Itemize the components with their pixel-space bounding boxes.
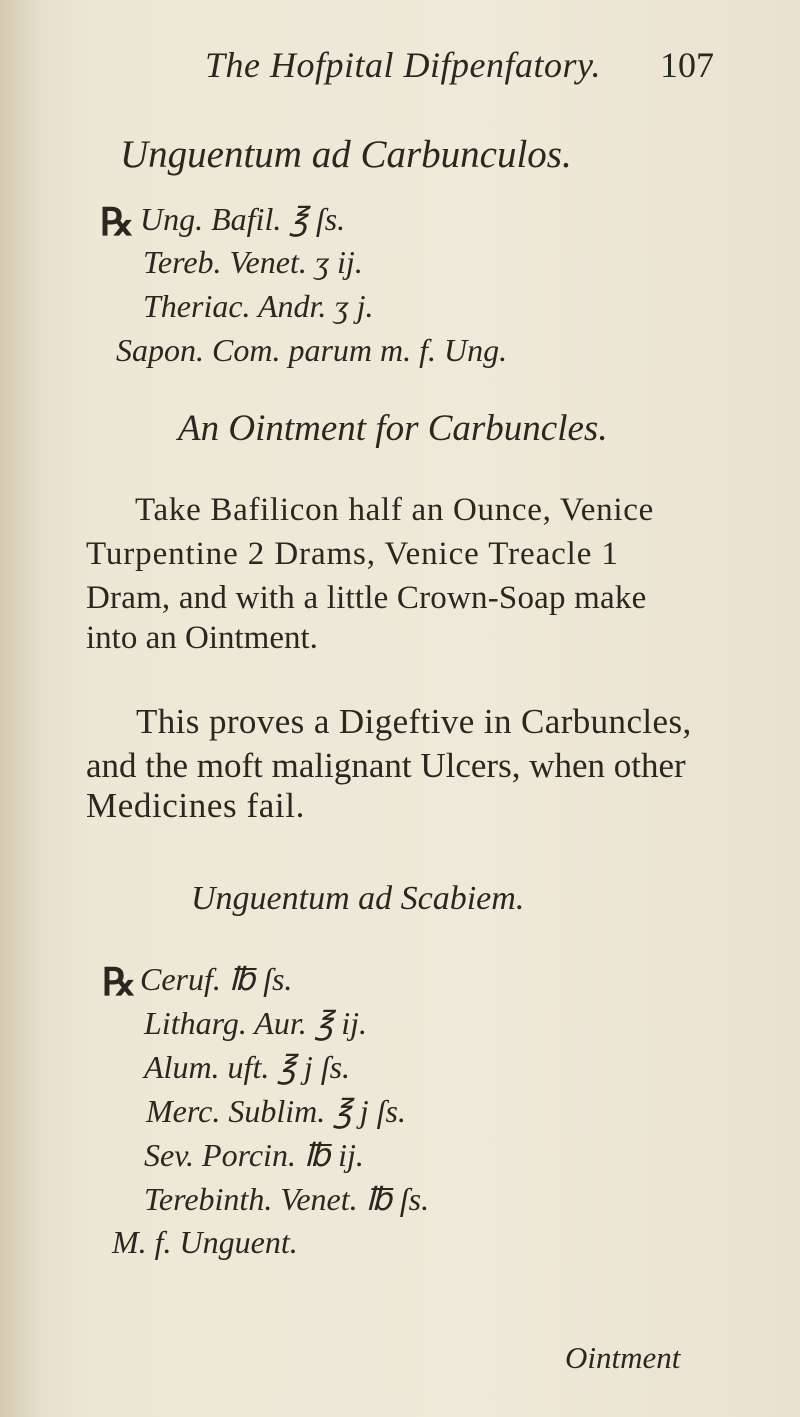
paragraph-line: This proves a Digeftive in Carbuncles, (136, 702, 692, 741)
recipe-line: Ung. Bafil. ℥ ſs. (140, 201, 346, 237)
paragraph-line: Turpentine 2 Drams, Venice Treacle 1 (86, 536, 619, 572)
section-title-latin-carbuncles: Unguentum ad Carbunculos. (120, 133, 572, 176)
paragraph-line: and the moft malignant Ulcers, when other (86, 746, 686, 785)
recipe-line: Sev. Porcin. ℔ ij. (144, 1137, 364, 1173)
recipe-line: Litharg. Aur. ℥ ij. (144, 1005, 367, 1041)
recipe-line: Terebinth. Venet. ℔ ſs. (144, 1181, 430, 1217)
paragraph-line: Medicines fail. (86, 786, 305, 825)
recipe-line: Alum. uft. ℥ j ſs. (144, 1049, 351, 1085)
catchword: Ointment (565, 1340, 681, 1375)
page-number: 107 (660, 45, 714, 85)
paragraph-line: into an Ointment. (86, 620, 318, 656)
recipe-line: Theriac. Andr. ʒ j. (143, 288, 374, 324)
recipe-line: Tereb. Venet. ʒ ij. (143, 244, 363, 280)
recipe-line: Sapon. Com. parum m. f. Ung. (116, 332, 508, 368)
section-title-english-carbuncles: An Ointment for Carbuncles. (178, 408, 608, 449)
paragraph-line: Take Bafilicon half an Ounce, Venice (135, 492, 654, 528)
recipe-line: Ceruf. ℔ ſs. (140, 961, 293, 997)
page-gutter (0, 0, 40, 1417)
running-title: The Hofpital Difpenfatory. (205, 45, 601, 85)
recipe-line: M. f. Unguent. (112, 1224, 298, 1260)
recipe-symbol: ℞ (100, 202, 135, 244)
recipe-line: Merc. Sublim. ℥ j ſs. (146, 1093, 406, 1129)
recipe-symbol: ℞ (102, 962, 137, 1004)
paragraph-line: Dram, and with a little Crown-Soap make (86, 580, 647, 616)
section-title-latin-scabies: Unguentum ad Scabiem. (191, 880, 525, 917)
